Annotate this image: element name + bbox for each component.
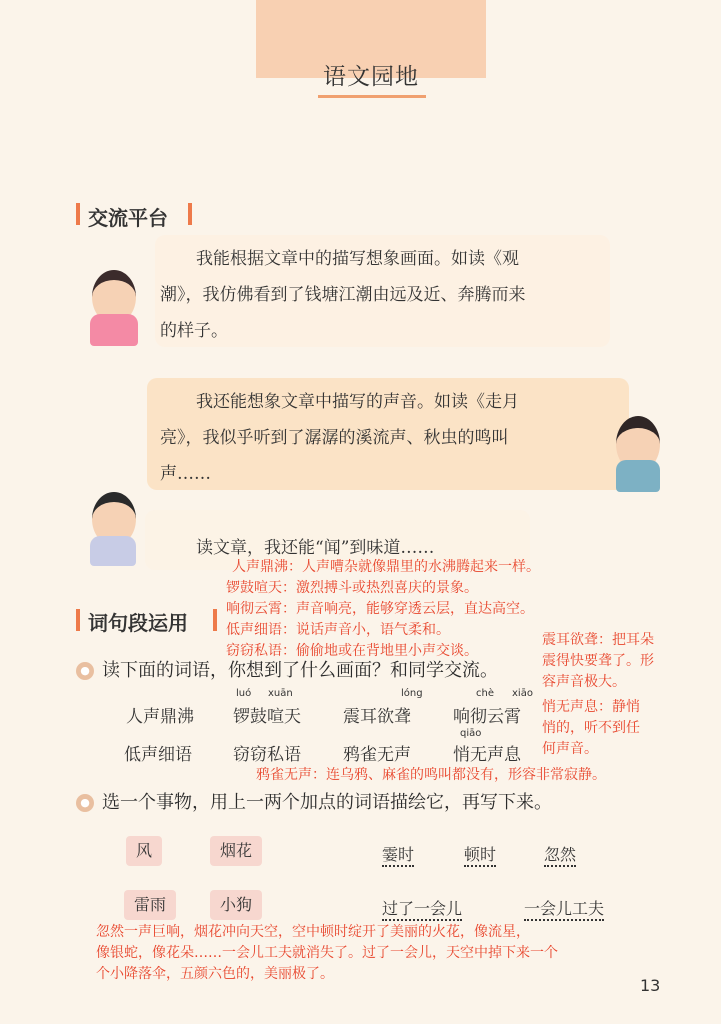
section2-marker-right: [213, 609, 217, 631]
pinyin-luo: luó: [236, 688, 252, 699]
page-title: 语文园地: [323, 64, 419, 90]
note-qiaowushengxi: 悄无声息：静悄 悄的，听不到任 何声音。: [542, 699, 640, 757]
note-luoguxuantian: 锣鼓喧天：激烈搏斗或热烈喜庆的景象。: [226, 580, 478, 596]
paragraph-1-line-2: 潮》，我仿佛看到了钱塘江潮由远及近、奔腾而来: [160, 285, 526, 305]
paragraph-1-line-3: 的样子。: [160, 321, 228, 341]
time-word-yihuiergongfu: 一会儿工夫: [524, 896, 604, 921]
section2-marker-left: [76, 609, 80, 631]
pinyin-che: chè: [476, 688, 494, 699]
paragraph-2-line-3: 声……: [160, 464, 211, 484]
word-luoguxuantian: 锣鼓喧天: [233, 707, 301, 727]
time-word-shashi: 霎时: [382, 842, 414, 867]
word-renshengdingfei: 人声鼎沸: [126, 707, 194, 727]
boy-avatar: [84, 490, 144, 570]
section-marker-right: [188, 203, 192, 225]
note-zhenéryulong: 震耳欲聋：把耳朵 震得快要聋了。形 容声音极大。: [542, 632, 654, 690]
note-renshengdingfei: 人声鼎沸：人声嘈杂就像鼎里的水沸腾起来一样。: [232, 559, 540, 575]
section-title-exchange: 交流平台: [88, 206, 168, 230]
chip-wind: 风: [126, 836, 162, 866]
pinyin-xiao: xiāo: [512, 688, 533, 699]
question-2-text: 选一个事物，用上一两个加点的词语描绘它，再写下来。: [102, 792, 552, 813]
word-xiangcheyunxiao: 响彻云霄: [453, 707, 521, 727]
section-marker-left: [76, 203, 80, 225]
word-qiaowushengxi: 悄无声息: [453, 745, 521, 765]
girl-avatar: [86, 266, 142, 350]
time-word-dunshi: 顿时: [464, 842, 496, 867]
word-yaquewusheng: 鸦雀无声: [343, 745, 411, 765]
page-number: 13: [640, 976, 661, 995]
pinyin-long: lóng: [401, 688, 423, 699]
note-dishengxiyu: 低声细语：说话声音小，语气柔和。: [226, 622, 450, 638]
question-1-text: 读下面的词语，你想到了什么画面？和同学交流。: [102, 660, 498, 681]
paragraph-2-line-2: 亮》，我似乎听到了潺潺的溪流声、秋虫的鸣叫: [160, 428, 509, 448]
note-yaquewusheng: 鸦雀无声：连乌鸦、麻雀的鸣叫都没有，形容非常寂静。: [256, 767, 606, 783]
word-dishengxiyu: 低声细语: [124, 745, 192, 765]
time-word-huran: 忽然: [544, 842, 576, 867]
question-1-icon: ●: [76, 662, 94, 680]
chip-fireworks: 烟花: [210, 836, 262, 866]
time-word-guoleyihuier: 过了一会儿: [382, 896, 462, 921]
paragraph-1-line-1: 我能根据文章中的描写想象画面。如读《观: [196, 249, 519, 269]
word-zhenéryulong: 震耳欲聋: [343, 707, 411, 727]
section-title-word-usage: 词句段运用: [88, 611, 188, 635]
word-qieqiesiyu: 窃窃私语: [233, 745, 301, 765]
question-2-icon: ●: [76, 794, 94, 812]
paragraph-3: 读文章，我还能“闻”到味道……: [196, 538, 435, 558]
paragraph-2-line-1: 我还能想象文章中描写的声音。如读《走月: [196, 392, 519, 412]
pinyin-xuan: xuān: [268, 688, 293, 699]
girl-avatar-right: [606, 412, 670, 494]
note-qieqiesiyu: 窃窃私语：偷偷地或在背地里小声交谈。: [226, 643, 478, 659]
title-underline: [318, 95, 426, 98]
chip-thunderstorm: 雷雨: [124, 890, 176, 920]
note-xiangcheyunxiao: 响彻云霄：声音响亮，能够穿透云层，直达高空。: [226, 601, 534, 617]
chip-puppy: 小狗: [210, 890, 262, 920]
pinyin-qiao: qiāo: [460, 728, 482, 739]
handwritten-answer: 忽然一声巨响，烟花冲向天空，空中顿时绽开了美丽的火花，像流星， 像银蛇，像花朵……一会儿工夫就消失了。过了一会儿，天空中掉下来一个 个小降落伞，五颜六色的，美丽极了。: [96, 924, 558, 982]
